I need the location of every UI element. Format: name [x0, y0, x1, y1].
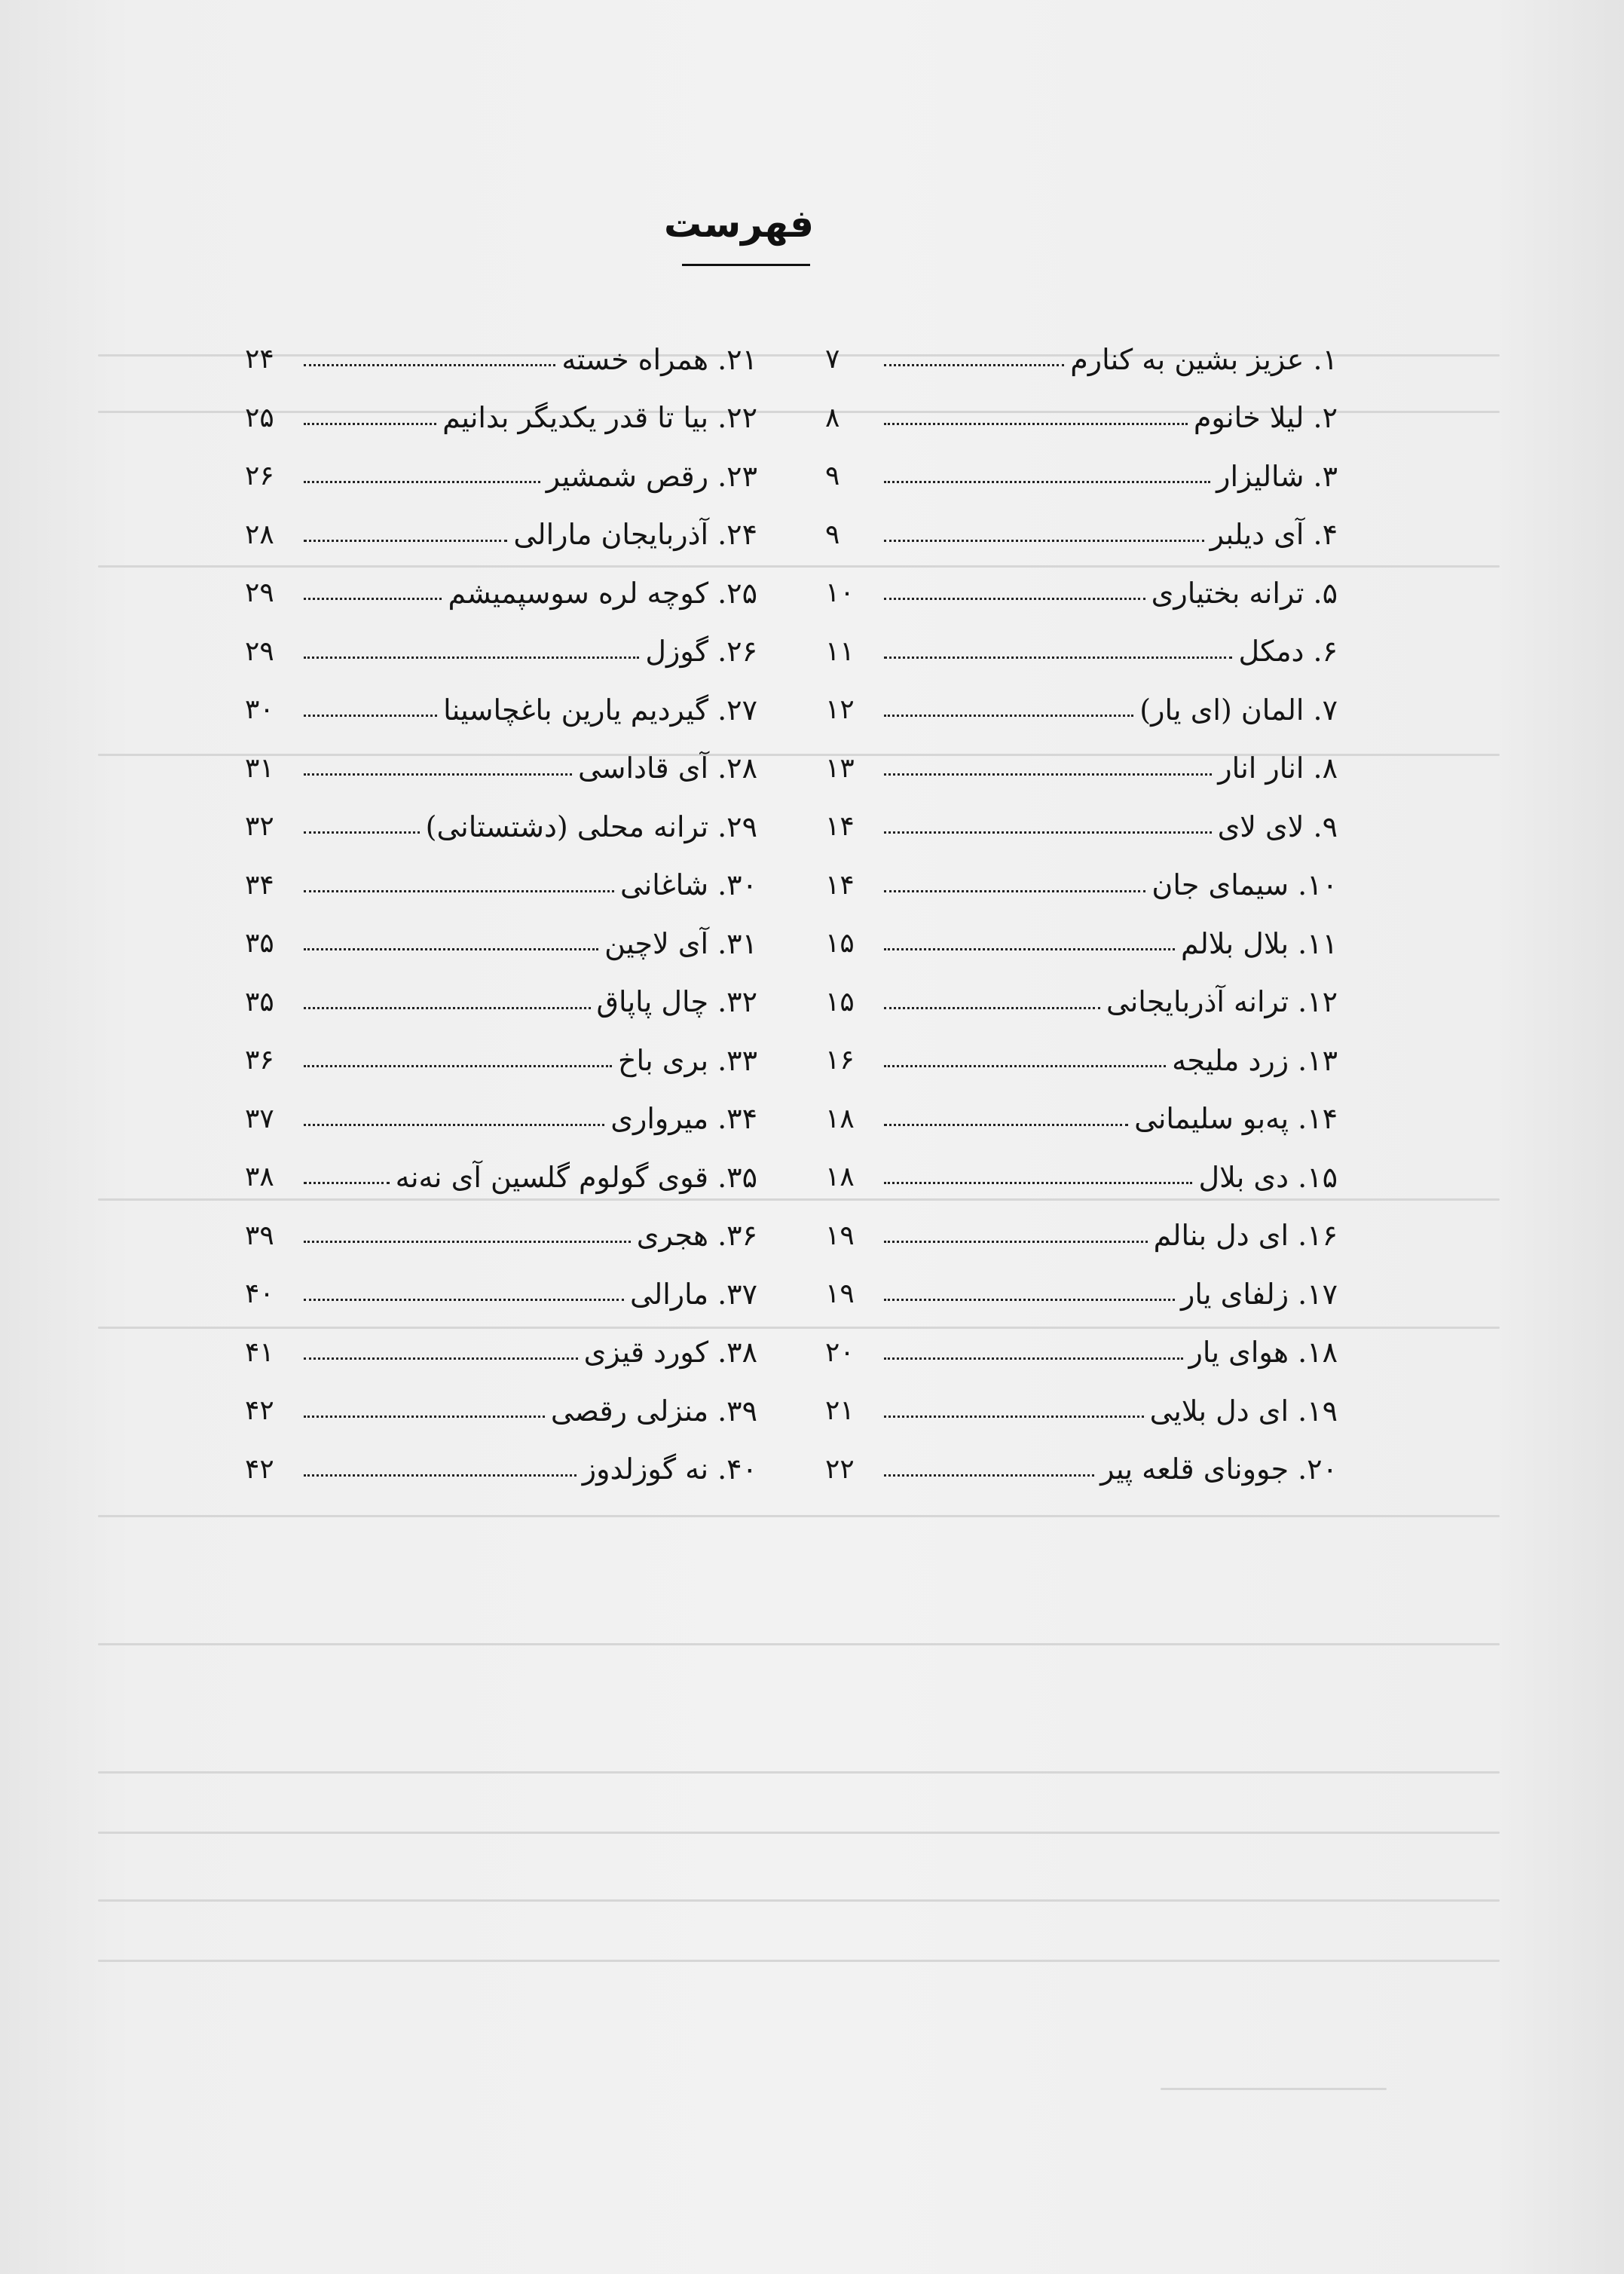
- bleed-through-line: [98, 1960, 1500, 1962]
- entry-title: قوی گولوم گلسین آی نەنه: [395, 1160, 709, 1194]
- dot-leader: [304, 656, 639, 659]
- toc-entry: [825, 681, 1338, 739]
- entry-title: ای دل بلایی: [1149, 1394, 1289, 1428]
- toc-entry: [245, 739, 757, 798]
- entry-title: گوزل: [645, 635, 709, 669]
- toc-entry: [825, 447, 1338, 506]
- toc-entry: [825, 914, 1338, 973]
- entry-page: ۳۷: [245, 1103, 274, 1134]
- dot-leader: [304, 1416, 545, 1418]
- entry-page: ۲۴: [245, 344, 274, 375]
- entry-number: ۳.: [1313, 459, 1338, 493]
- dot-leader: [304, 890, 614, 892]
- toc-entry: [245, 1324, 757, 1382]
- entry-number: ۲.: [1313, 401, 1338, 435]
- entry-title: گیردیم یارین باغچاسینا: [443, 693, 709, 727]
- dot-leader: [884, 1182, 1192, 1184]
- dot-leader: [304, 1007, 591, 1009]
- entry-title: چال پاپاق: [596, 985, 709, 1019]
- dot-leader: [884, 1357, 1183, 1360]
- entry-title: جوونای قلعه پیر: [1100, 1452, 1289, 1486]
- entry-number: ۲۷.: [717, 693, 757, 727]
- entry-page: ۱۸: [825, 1103, 855, 1134]
- entry-number: ۴.: [1313, 518, 1338, 552]
- entry-title: شاغانی: [619, 868, 709, 902]
- entry-title: رقص شمشیر: [546, 459, 709, 493]
- entry-page: ۹: [825, 461, 840, 492]
- entry-number: ۷.: [1313, 693, 1338, 727]
- entry-title: پەبو سلیمانی: [1134, 1102, 1289, 1136]
- entry-title: ترانه بختیاری: [1151, 576, 1304, 610]
- dot-leader: [884, 481, 1210, 483]
- dot-leader: [304, 423, 436, 425]
- dot-leader: [884, 540, 1204, 542]
- entry-page: ۲۵: [245, 402, 274, 433]
- entry-page: ۹: [825, 519, 840, 550]
- entry-page: ۱۵: [825, 986, 855, 1018]
- dot-leader: [884, 1299, 1175, 1301]
- toc-entry: [245, 914, 757, 973]
- entry-page: ۴۰: [245, 1278, 274, 1310]
- toc-column-right: [825, 330, 1338, 1498]
- entry-number: ۳۵.: [717, 1160, 757, 1194]
- toc-entry: [245, 623, 757, 681]
- entry-page: ۳۶: [245, 1045, 274, 1076]
- toc-entry: [245, 330, 757, 389]
- entry-number: ۱۶.: [1298, 1219, 1338, 1253]
- entry-page: ۱۴: [825, 811, 855, 843]
- toc-entry: [245, 564, 757, 623]
- entry-page: ۲۸: [245, 519, 274, 550]
- entry-number: ۳۲.: [717, 985, 757, 1019]
- entry-page: ۳۲: [245, 811, 274, 843]
- entry-title: المان (ای یار): [1139, 693, 1304, 727]
- dot-leader: [304, 1182, 390, 1184]
- toc-entry: [245, 797, 757, 856]
- bleed-through-line: [98, 1771, 1500, 1774]
- entry-number: ۱۷.: [1298, 1277, 1338, 1311]
- toc-entry: [825, 1148, 1338, 1207]
- bleed-through-line: [98, 1899, 1500, 1902]
- entry-number: ۲۲.: [717, 401, 757, 435]
- entry-page: ۱۹: [825, 1220, 855, 1251]
- dot-leader: [884, 656, 1232, 659]
- title-underline: [682, 264, 810, 266]
- toc-entry: [825, 564, 1338, 623]
- entry-title: لای لای: [1217, 810, 1304, 843]
- toc-entry: [825, 973, 1338, 1032]
- entry-page: ۲۰: [825, 1336, 855, 1368]
- dot-leader: [884, 423, 1188, 425]
- bleed-through-line: [98, 1515, 1500, 1517]
- entry-page: ۱۰: [825, 577, 855, 609]
- entry-number: ۳۱.: [717, 926, 757, 960]
- entry-number: ۶.: [1313, 635, 1338, 669]
- dot-leader: [304, 831, 420, 834]
- entry-title: منزلی رقصی: [550, 1394, 709, 1428]
- toc-entry: [825, 389, 1338, 448]
- toc-entry: [825, 1265, 1338, 1324]
- dot-leader: [304, 364, 555, 366]
- toc-entry: [245, 1265, 757, 1324]
- dot-leader: [304, 1065, 612, 1067]
- dot-leader: [884, 1241, 1148, 1243]
- entry-page: ۲۲: [825, 1453, 855, 1485]
- toc-entry: [825, 1090, 1338, 1149]
- entry-title: آی دیلبر: [1210, 518, 1304, 552]
- entry-title: هجری: [636, 1219, 709, 1253]
- entry-number: ۲۳.: [717, 459, 757, 493]
- entry-number: ۲۹.: [717, 810, 757, 843]
- entry-page: ۲۱: [825, 1395, 855, 1427]
- entry-number: ۱.: [1313, 342, 1338, 376]
- dot-leader: [304, 773, 572, 776]
- toc-entry: [245, 681, 757, 739]
- bleed-through-line: [98, 1643, 1500, 1645]
- dot-leader: [304, 598, 442, 600]
- toc-entry: [245, 1382, 757, 1440]
- dot-leader: [304, 715, 437, 717]
- dot-leader: [304, 1124, 604, 1126]
- dot-leader: [884, 1007, 1100, 1009]
- dot-leader: [884, 1124, 1128, 1126]
- entry-title: دمکل: [1238, 635, 1304, 669]
- entry-page: ۳۸: [245, 1161, 274, 1193]
- entry-number: ۱۱.: [1298, 926, 1338, 960]
- dot-leader: [304, 481, 540, 483]
- entry-number: ۹.: [1313, 810, 1338, 843]
- entry-number: ۳۹.: [717, 1394, 757, 1428]
- toc-entry: [825, 1207, 1338, 1266]
- entry-page: ۷: [825, 344, 840, 375]
- entry-page: ۳۵: [245, 986, 274, 1018]
- entry-title: ترانه محلی (دشتستانی): [425, 810, 709, 843]
- entry-page: ۱۵: [825, 928, 855, 959]
- toc-entry: [825, 330, 1338, 389]
- dot-leader: [884, 1065, 1166, 1067]
- entry-title: کورد قیزی: [583, 1336, 709, 1370]
- toc-entry: [245, 856, 757, 915]
- bleed-through-line: [98, 1832, 1500, 1834]
- entry-page: ۳۴: [245, 869, 274, 901]
- entry-page: ۲۶: [245, 461, 274, 492]
- toc-entry: [245, 1148, 757, 1207]
- page-title: فهرست: [664, 202, 814, 246]
- entry-page: ۳۰: [245, 694, 274, 726]
- entry-page: ۲۹: [245, 577, 274, 609]
- entry-page: ۲۹: [245, 635, 274, 667]
- entry-page: ۱۸: [825, 1161, 855, 1193]
- entry-page: ۱۱: [825, 635, 855, 667]
- entry-title: کوچه لره سوسپمیشم: [448, 576, 709, 610]
- bleed-through-line: [1161, 2088, 1387, 2090]
- entry-number: ۱۹.: [1298, 1394, 1338, 1428]
- toc-entry: [825, 1031, 1338, 1090]
- entry-page: ۱۴: [825, 869, 855, 901]
- dot-leader: [304, 540, 507, 542]
- entry-number: ۲۸.: [717, 751, 757, 785]
- toc-entry: [825, 797, 1338, 856]
- entry-title: سیمای جان: [1151, 868, 1289, 902]
- entry-title: زرد ملیجه: [1172, 1043, 1289, 1077]
- dot-leader: [884, 364, 1064, 366]
- entry-title: ای دل بنالم: [1153, 1219, 1289, 1253]
- entry-page: ۴۲: [245, 1453, 274, 1485]
- entry-title: آی لاچین: [604, 926, 709, 960]
- entry-title: دی بلال: [1198, 1160, 1289, 1194]
- toc-entry: [245, 973, 757, 1032]
- toc-entry: [825, 506, 1338, 565]
- entry-title: میرواری: [610, 1102, 709, 1136]
- entry-title: بری باخ: [618, 1043, 709, 1077]
- entry-number: ۲۶.: [717, 635, 757, 669]
- entry-title: آذربایجان مارالی: [513, 518, 709, 552]
- toc-entry: [245, 1440, 757, 1499]
- entry-page: ۳۹: [245, 1220, 274, 1251]
- entry-title: انار انار: [1218, 751, 1304, 785]
- entry-number: ۳۸.: [717, 1336, 757, 1370]
- entry-title: بیا تا قدر یکدیگر بدانیم: [442, 401, 709, 435]
- entry-title: زلفای یار: [1181, 1277, 1289, 1311]
- dot-leader: [884, 715, 1133, 717]
- entry-page: ۳۱: [245, 752, 274, 784]
- entry-number: ۱۰.: [1298, 868, 1338, 902]
- entry-page: ۴۱: [245, 1336, 274, 1368]
- entry-title: همراه خسته: [561, 342, 709, 376]
- dot-leader: [304, 1474, 577, 1477]
- entry-page: ۳۵: [245, 928, 274, 959]
- dot-leader: [884, 890, 1145, 892]
- toc-entry: [825, 739, 1338, 798]
- entry-number: ۸.: [1313, 751, 1338, 785]
- toc-entry: [825, 1382, 1338, 1440]
- dot-leader: [884, 598, 1145, 600]
- entry-page: ۱۶: [825, 1045, 855, 1076]
- toc-entry: [825, 856, 1338, 915]
- dot-leader: [304, 1357, 578, 1360]
- entry-number: ۱۵.: [1298, 1160, 1338, 1194]
- entry-number: ۲۵.: [717, 576, 757, 610]
- entry-title: عزیز بشین به کنارم: [1070, 342, 1304, 376]
- entry-number: ۲۴.: [717, 518, 757, 552]
- entry-page: ۱۳: [825, 752, 855, 784]
- dot-leader: [304, 1241, 631, 1243]
- dot-leader: [304, 948, 598, 950]
- entry-number: ۳۴.: [717, 1102, 757, 1136]
- toc-entry: [825, 1324, 1338, 1382]
- entry-number: ۱۳.: [1298, 1043, 1338, 1077]
- entry-number: ۱۲.: [1298, 985, 1338, 1019]
- entry-page: ۱۲: [825, 694, 855, 726]
- entry-title: ترانه آذربایجانی: [1106, 985, 1289, 1019]
- toc-entry: [245, 1031, 757, 1090]
- toc-entry: [245, 506, 757, 565]
- dot-leader: [884, 831, 1212, 834]
- toc-entry: [245, 389, 757, 448]
- entry-number: ۲۰.: [1298, 1452, 1338, 1486]
- toc-entry: [825, 623, 1338, 681]
- dot-leader: [884, 1416, 1144, 1418]
- entry-title: آی قاداسی: [577, 751, 709, 785]
- entry-number: ۳۰.: [717, 868, 757, 902]
- toc-entry: [825, 1440, 1338, 1499]
- toc-entry: [245, 1207, 757, 1266]
- toc-column-left: [245, 330, 757, 1498]
- entry-number: ۱۴.: [1298, 1102, 1338, 1136]
- entry-title: بلال بلالم: [1181, 926, 1289, 960]
- entry-number: ۴۰.: [717, 1452, 757, 1486]
- entry-number: ۵.: [1313, 576, 1338, 610]
- dot-leader: [304, 1299, 624, 1301]
- entry-title: هوای یار: [1188, 1336, 1289, 1370]
- entry-title: نه گوزلدوز: [582, 1452, 709, 1486]
- dot-leader: [884, 773, 1212, 776]
- dot-leader: [884, 1474, 1094, 1477]
- entry-number: ۲۱.: [717, 342, 757, 376]
- entry-title: شالیزار: [1216, 459, 1304, 493]
- entry-number: ۳۷.: [717, 1277, 757, 1311]
- dot-leader: [884, 948, 1175, 950]
- entry-number: ۳۳.: [717, 1043, 757, 1077]
- toc-entry: [245, 447, 757, 506]
- entry-number: ۱۸.: [1298, 1336, 1338, 1370]
- entry-title: مارالی: [629, 1277, 709, 1311]
- entry-page: ۴۲: [245, 1395, 274, 1427]
- entry-page: ۱۹: [825, 1278, 855, 1310]
- entry-title: لیلا خانوم: [1193, 401, 1304, 435]
- entry-page: ۸: [825, 402, 840, 433]
- entry-number: ۳۶.: [717, 1219, 757, 1253]
- toc-entry: [245, 1090, 757, 1149]
